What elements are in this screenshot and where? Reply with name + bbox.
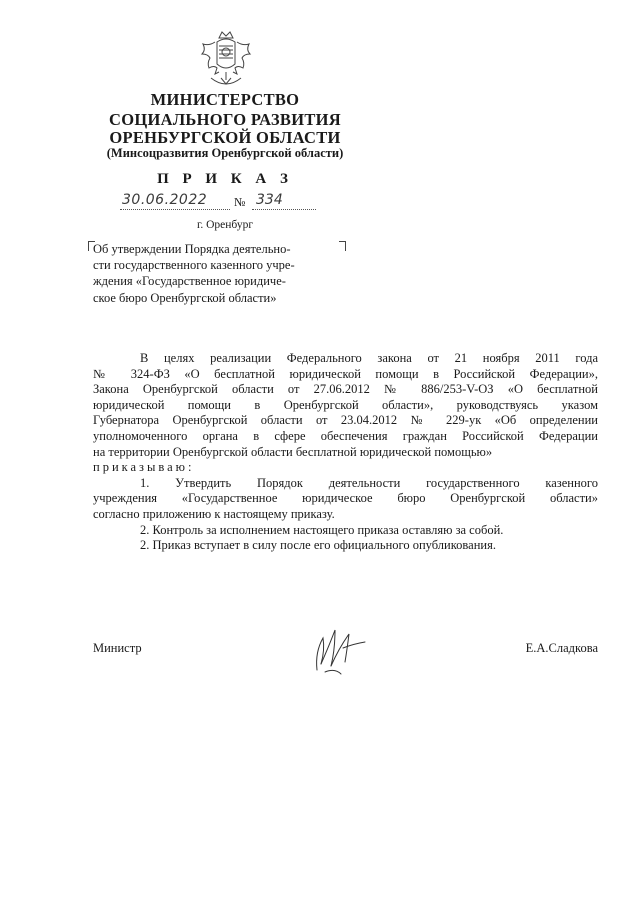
ministry-short-name: (Минсоцразвития Оренбургской области) [106, 146, 344, 160]
signer-name: Е.А.Сладкова [525, 641, 598, 655]
subject-line: сти государственного казенного учре- [93, 258, 295, 273]
body-line: Губернатора Оренбургской области от 23.04.2012 № 229-ук «Об определении [93, 413, 598, 428]
date-underline [120, 209, 230, 210]
ministry-name-line2: СОЦИАЛЬНОГО РАЗВИТИЯ [108, 110, 342, 129]
order-subject [93, 241, 348, 306]
city: г. Оренбург [196, 219, 254, 231]
body-line: на территории Оренбургской области бесплатной юридической помощью» [93, 444, 493, 459]
document-type: П Р И К А З [157, 171, 293, 187]
subject-line: Об утверждении Порядка деятельно- [93, 242, 291, 256]
body-line: учреждения «Государственное юридическое бюро Оренбургской области» [93, 491, 598, 506]
body-line-item-3: 2. Приказ вступает в силу после его официального опубликования. [140, 538, 496, 553]
signer-position: Министр [93, 641, 142, 655]
coat-of-arms-icon [197, 30, 255, 90]
body-line-item-1: 1. Утвердить Порядок деятельности государственного казенного [140, 475, 598, 490]
handwritten-signature [305, 622, 375, 677]
body-line: В целях реализации Федерального закона от 21 ноября 2011 года [140, 351, 598, 365]
body-line: согласно приложению к настоящему приказу. [93, 506, 335, 521]
order-date: 30.06.2022 [122, 192, 208, 208]
number-sign: № [234, 195, 246, 209]
ministry-name-line3: ОРЕНБУРГСКОЙ ОБЛАСТИ [109, 128, 341, 147]
body-line: уполномоченного органа в сфере обеспечения граждан Российской Федерации [93, 428, 598, 443]
date-number-line [118, 192, 328, 214]
order-body [93, 351, 598, 554]
body-line: № 324-ФЗ «О бесплатной юридической помощи в Российской Федерации», [93, 366, 598, 381]
order-number: 334 [256, 192, 283, 208]
ministry-name-line1: МИНИСТЕРСТВО [150, 90, 300, 109]
body-line: юридической помощи в Оренбургской области», руководствуясь указом [93, 397, 598, 412]
body-line: Закона Оренбургской области от 27.06.2012 № 886/253-V-ОЗ «О бесплатной [93, 382, 598, 397]
number-underline [252, 209, 316, 210]
body-line-order-word: приказываю: [93, 460, 195, 475]
body-line-item-2: 2. Контроль за исполнением настоящего приказа оставляю за собой. [140, 522, 504, 537]
subject-line: ждения «Государственное юридиче- [93, 274, 286, 289]
subject-line: ское бюро Оренбургской области» [93, 290, 277, 305]
